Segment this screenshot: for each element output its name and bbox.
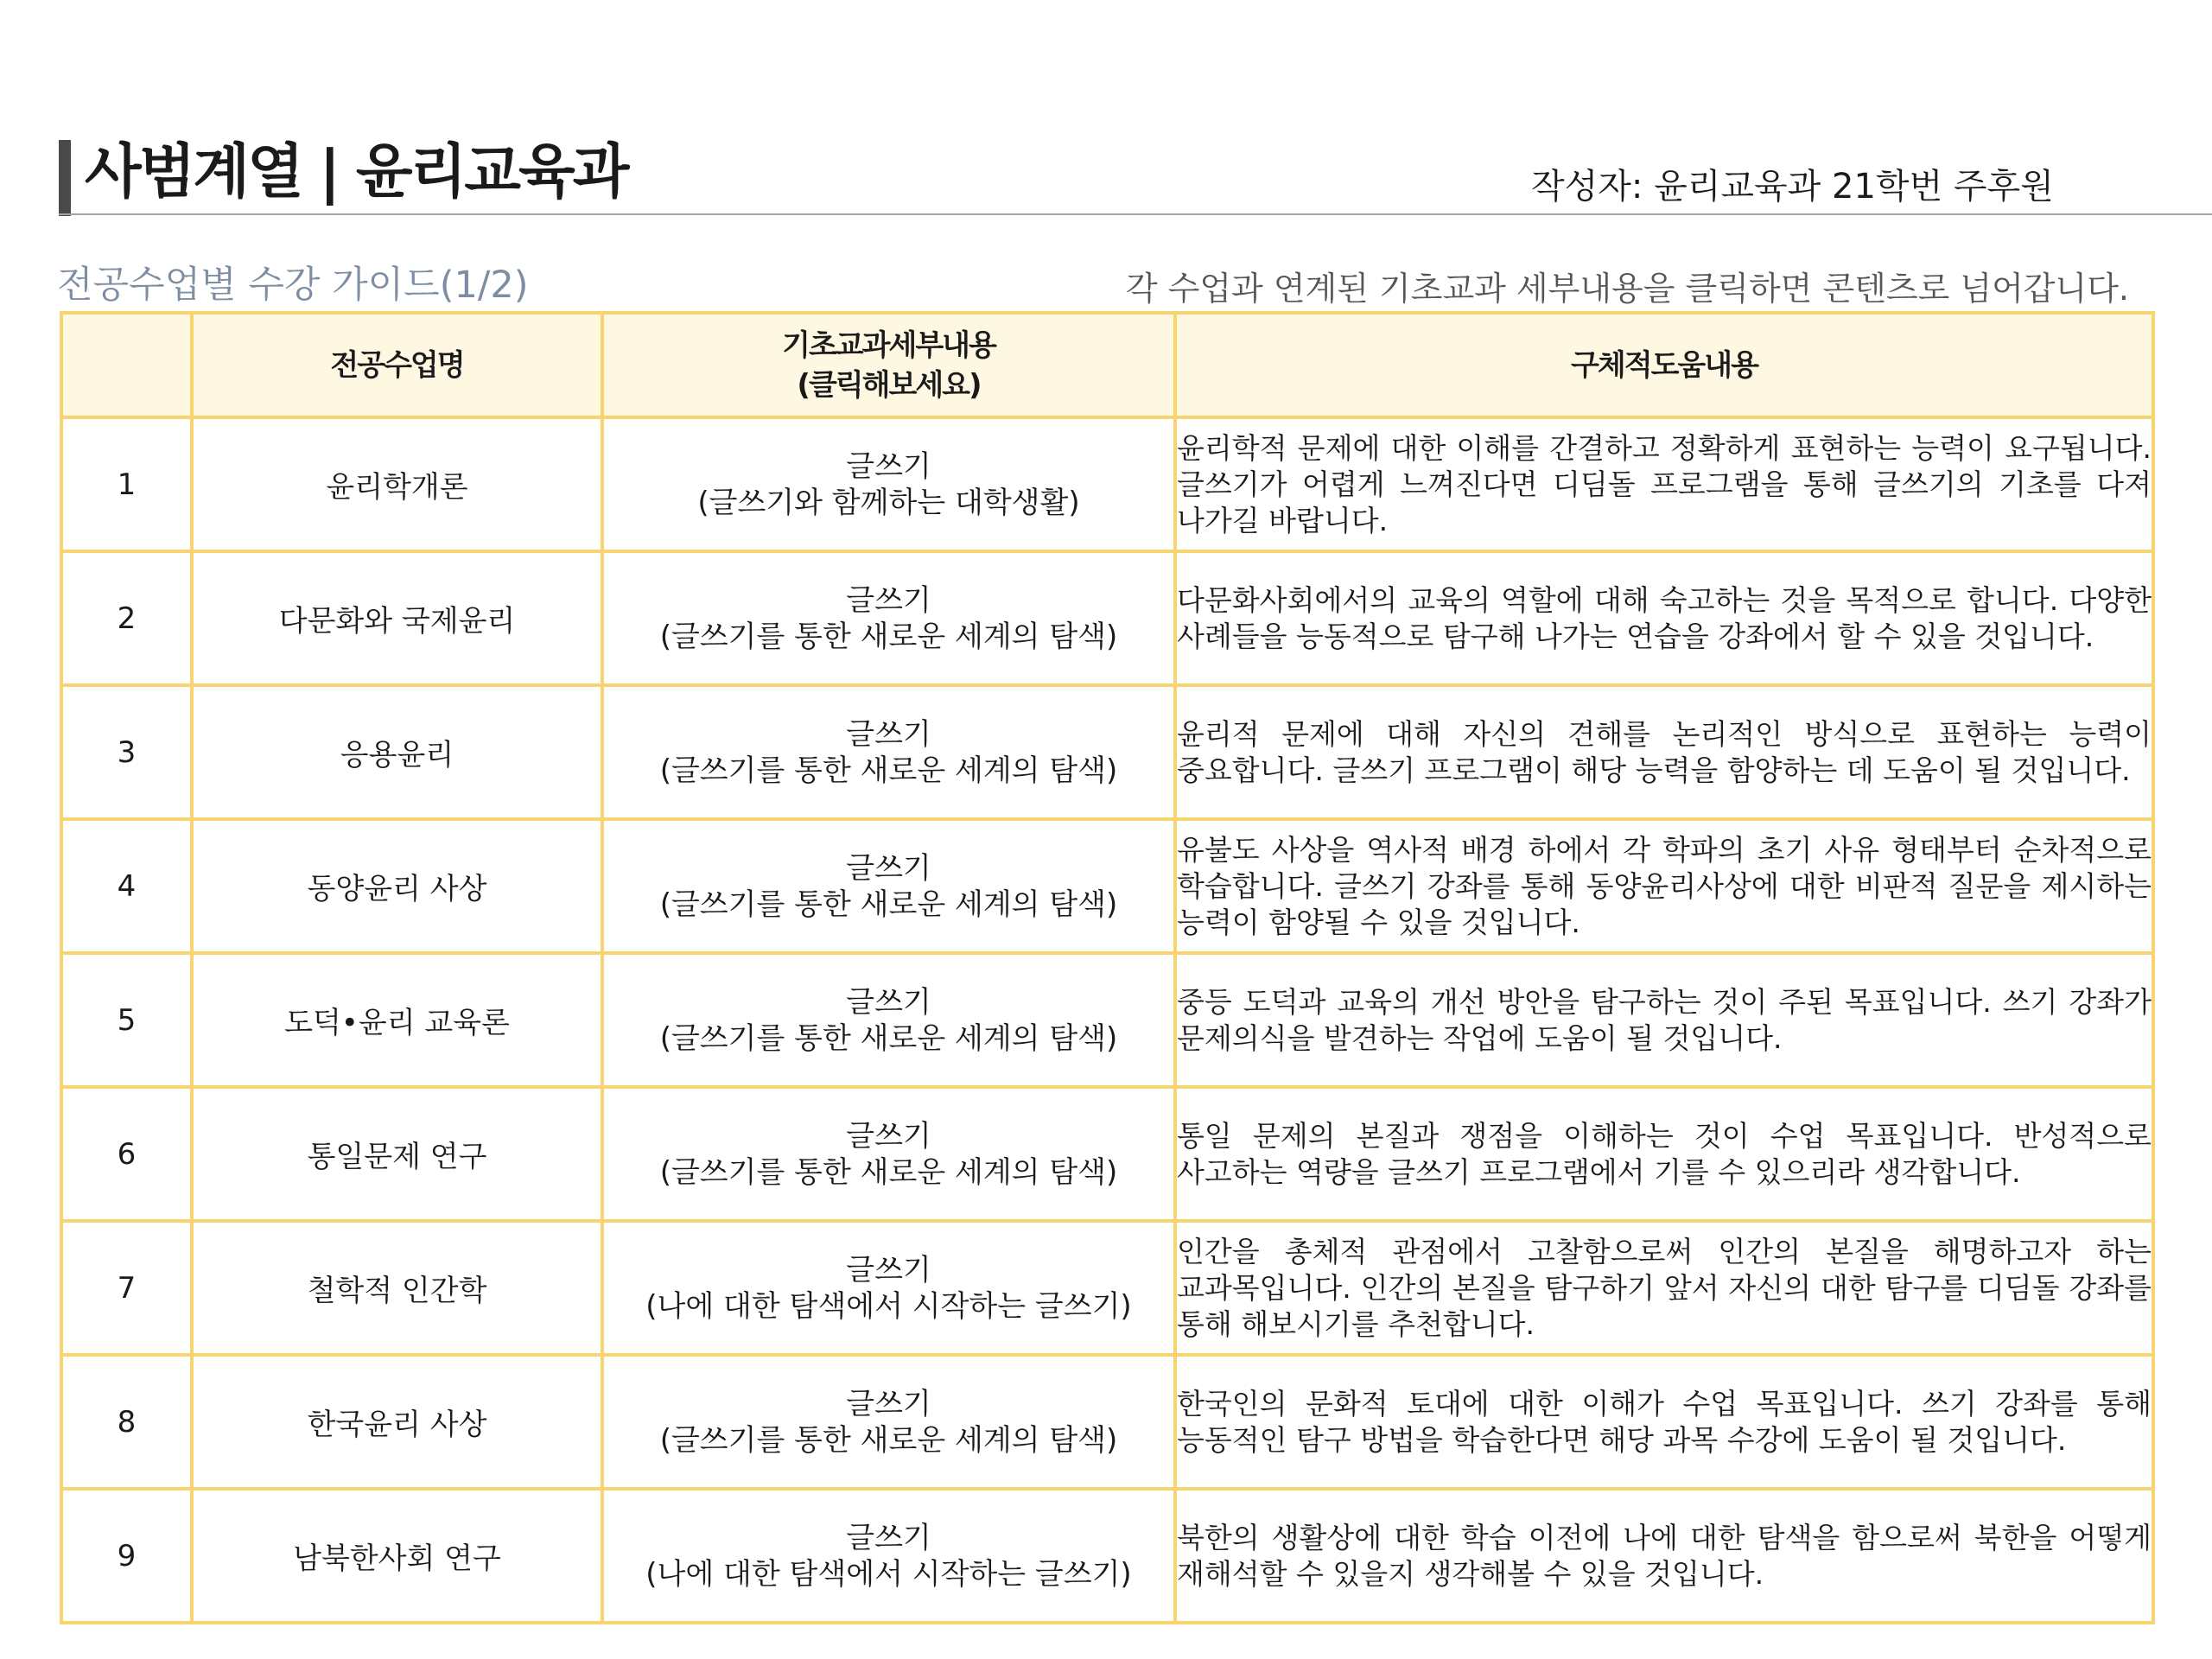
row-number: 6 <box>61 1087 192 1221</box>
row-number: 2 <box>61 551 192 685</box>
basic-course-detail[interactable]: (글쓰기를 통한 새로운 세계의 탐색) <box>659 753 1118 788</box>
table-row <box>61 953 2153 1087</box>
basic-course-link[interactable] <box>602 1221 1175 1355</box>
row-number: 1 <box>61 417 192 551</box>
course-name: 한국윤리 사상 <box>192 1355 602 1489</box>
help-description: 윤리학적 문제에 대한 이해를 간결하고 정확하게 표현하는 능력이 요구됩니다. 글쓰기가 어렵게 느껴진다면 디딤돌 프로그램을 통해 글쓰기의 기초를 다져 나가길 바랍니다. <box>1175 417 2153 551</box>
basic-course-detail[interactable]: (글쓰기를 통한 새로운 세계의 탐색) <box>659 1154 1118 1190</box>
row-number: 5 <box>61 953 192 1087</box>
table-row <box>61 1355 2153 1489</box>
table-row <box>61 417 2153 551</box>
header-course: 전공수업명 <box>192 313 602 417</box>
row-number: 7 <box>61 1221 192 1355</box>
table-header-row <box>61 313 2153 417</box>
header-help: 구체적도움내용 <box>1175 313 2153 417</box>
basic-course-title[interactable]: 글쓰기 <box>846 1386 931 1421</box>
basic-course-title[interactable]: 글쓰기 <box>846 1520 931 1555</box>
basic-course-detail[interactable]: (글쓰기를 통한 새로운 세계의 탐색) <box>659 1422 1118 1458</box>
basic-course-detail[interactable]: (글쓰기와 함께하는 대학생활) <box>697 485 1080 520</box>
help-description: 북한의 생활상에 대한 학습 이전에 나에 대한 탐색을 함으로써 북한을 어떻게 재해석할 수 있을지 생각해볼 수 있을 것입니다. <box>1175 1489 2153 1623</box>
basic-course-title[interactable]: 글쓰기 <box>846 850 931 886</box>
help-description: 유불도 사상을 역사적 배경 하에서 각 학파의 초기 사유 형태부터 순차적으로 학습합니다. 글쓰기 강좌를 통해 동양윤리사상에 대한 비판적 질문을 제시하는 능력이 함양될 수 있을 것입니다. <box>1175 819 2153 953</box>
header-basic-line2: (클릭해보세요) <box>797 367 981 403</box>
row-number: 9 <box>61 1489 192 1623</box>
basic-course-title[interactable]: 글쓰기 <box>846 716 931 752</box>
basic-course-link[interactable] <box>602 953 1175 1087</box>
row-number: 4 <box>61 819 192 953</box>
table-row <box>61 1221 2153 1355</box>
basic-course-link[interactable] <box>602 819 1175 953</box>
basic-course-title[interactable]: 글쓰기 <box>846 582 931 618</box>
course-name: 윤리학개론 <box>192 417 602 551</box>
table-row <box>61 685 2153 819</box>
course-name: 통일문제 연구 <box>192 1087 602 1221</box>
help-description: 통일 문제의 본질과 쟁점을 이해하는 것이 수업 목표입니다. 반성적으로 사고하는 역량을 글쓰기 프로그램에서 기를 수 있으리라 생각합니다. <box>1175 1087 2153 1221</box>
basic-course-detail[interactable]: (나에 대한 탐색에서 시작하는 글쓰기) <box>645 1288 1132 1324</box>
help-description: 다문화사회에서의 교육의 역할에 대해 숙고하는 것을 목적으로 합니다. 다양한 사례들을 능동적으로 탐구해 나가는 연습을 강좌에서 할 수 있을 것입니다. <box>1175 551 2153 685</box>
basic-course-detail[interactable]: (나에 대한 탐색에서 시작하는 글쓰기) <box>645 1556 1132 1592</box>
basic-course-title[interactable]: 글쓰기 <box>846 984 931 1020</box>
row-number: 3 <box>61 685 192 819</box>
basic-course-link[interactable] <box>602 417 1175 551</box>
course-name: 남북한사회 연구 <box>192 1489 602 1623</box>
basic-course-link[interactable] <box>602 1087 1175 1221</box>
section-subtitle: 전공수업별 수강 가이드(1/2) <box>57 264 529 307</box>
course-name: 동양윤리 사상 <box>192 819 602 953</box>
basic-course-title[interactable]: 글쓰기 <box>846 448 931 484</box>
table-row <box>61 551 2153 685</box>
course-name: 철학적 인간학 <box>192 1221 602 1355</box>
help-description: 윤리적 문제에 대해 자신의 견해를 논리적인 방식으로 표현하는 능력이 중요합니다. 글쓰기 프로그램이 해당 능력을 함양하는 데 도움이 될 것입니다. <box>1175 685 2153 819</box>
basic-course-detail[interactable]: (글쓰기를 통한 새로운 세계의 탐색) <box>659 887 1118 922</box>
page-title: 사범계열 | 윤리교육과 <box>85 138 627 207</box>
header-basic-line1: 기초교과세부내용 <box>782 327 995 363</box>
table-row <box>61 819 2153 953</box>
basic-course-detail[interactable]: (글쓰기를 통한 새로운 세계의 탐색) <box>659 619 1118 654</box>
help-description: 한국인의 문화적 토대에 대한 이해가 수업 목표입니다. 쓰기 강좌를 통해 능동적인 탐구 방법을 학습한다면 해당 과목 수강에 도움이 될 것입니다. <box>1175 1355 2153 1489</box>
course-guide-table <box>60 311 2155 1624</box>
help-description: 중등 도덕과 교육의 개선 방안을 탐구하는 것이 주된 목표입니다. 쓰기 강좌가 문제의식을 발견하는 작업에 도움이 될 것입니다. <box>1175 953 2153 1087</box>
basic-course-link[interactable] <box>602 685 1175 819</box>
header-divider <box>59 213 2212 215</box>
basic-course-detail[interactable]: (글쓰기를 통한 새로운 세계의 탐색) <box>659 1020 1118 1056</box>
basic-course-link[interactable] <box>602 551 1175 685</box>
row-number: 8 <box>61 1355 192 1489</box>
header-num <box>61 313 192 417</box>
table-row <box>61 1489 2153 1623</box>
basic-course-link[interactable] <box>602 1489 1175 1623</box>
help-description: 인간을 총체적 관점에서 고찰함으로써 인간의 본질을 해명하고자 하는 교과목입니다. 인간의 본질을 탐구하기 앞서 자신의 대한 탐구를 디딤돌 강좌를 통해 해보시기를 추천합니다. <box>1175 1221 2153 1355</box>
basic-course-title[interactable]: 글쓰기 <box>846 1118 931 1154</box>
course-name: 응용윤리 <box>192 685 602 819</box>
basic-course-title[interactable]: 글쓰기 <box>846 1252 931 1287</box>
header-basic <box>602 313 1175 417</box>
basic-course-link[interactable] <box>602 1355 1175 1489</box>
author-label: 작성자: 윤리교육과 21학번 주후원 <box>1531 167 2054 207</box>
course-name: 다문화와 국제윤리 <box>192 551 602 685</box>
course-name: 도덕•윤리 교육론 <box>192 953 602 1087</box>
table-row <box>61 1087 2153 1221</box>
click-instruction-note: 각 수업과 연계된 기초교과 세부내용을 클릭하면 콘텐츠로 넘어갑니다. <box>1125 270 2129 308</box>
title-accent-bar <box>59 140 71 216</box>
